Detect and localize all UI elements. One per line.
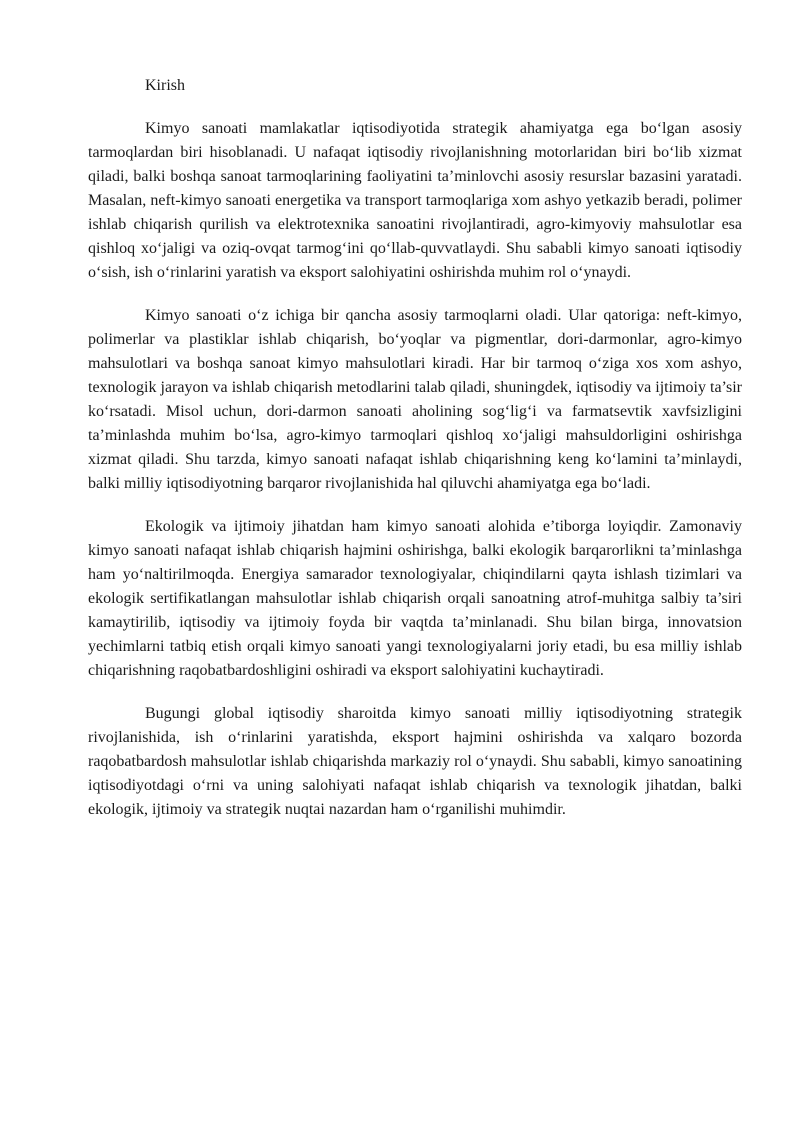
paragraph-1: Kimyo sanoati mamlakatlar iqtisodiyotida strategik ahamiyatga ega bo‘lgan asosiy tarmoqlardan biri hisoblanadi. U nafaqat iqtisodiy rivojlanishning motorlaridan biri bo‘lib xizmat qiladi, balki boshqa sanoat tarmoqlarining faoliyatini ta’minlovchi asosiy resurslar bazasini yaratadi. Masalan, neft-kimyo sanoati energetika va transport tarmoqlariga xom ashyo yetkazib beradi, polimer ishlab chiqarish qurilish va elektrotexnika sanoatini rivojlantiradi, agro-kimyoviy mahsulotlar esa qishloq xo‘jaligi va oziq-ovqat tarmog‘ini qo‘llab-quvvatlaydi. Shu sababli kimyo sanoati iqtisodiy o‘sish, ish o‘rinlarini yaratish va eksport salohiyatini oshirishda muhim rol o‘ynaydi. — [88, 120, 742, 281]
document-body — [88, 74, 742, 841]
paragraph-4: Bugungi global iqtisodiy sharoitda kimyo sanoati milliy iqtisodiyotning strategik rivojlanishida, ish o‘rinlarini yaratishda, eksport hajmini oshirishda va xalqaro bozorda raqobatbardosh mahsulotlar ishlab chiqarishda markaziy rol o‘ynaydi. Shu sababli, kimyo sanoatining iqtisodiyotdagi o‘rni va uning salohiyati nafaqat ishlab chiqarish va texnologik jihatdan, balki ekologik, ijtimoiy va strategik nuqtai nazardan ham o‘rganilishi muhimdir. — [88, 705, 742, 818]
paragraph-3: Ekologik va ijtimoiy jihatdan ham kimyo sanoati alohida e’tiborga loyiqdir. Zamonaviy kimyo sanoati nafaqat ishlab chiqarish hajmini oshirishga, balki ekologik barqarorlikni ta’minlashga ham yo‘naltirilmoqda. Energiya samarador texnologiyalar, chiqindilarni qayta ishlash tizimlari va ekologik sertifikatlangan mahsulotlar ishlab chiqarish orqali sanoatning atrof-muhitga salbiy ta’siri kamaytirilib, iqtisodiy va ijtimoiy foyda bir vaqtda ta’minlanadi. Shu bilan birga, innovatsion yechimlarni tatbiq etish orqali kimyo sanoati yangi texnologiyalarni joriy etadi, bu esa milliy ishlab chiqarishning raqobatbardoshligini oshiradi va eksport salohiyatini kuchaytiradi. — [88, 518, 742, 679]
paragraph-2: Kimyo sanoati o‘z ichiga bir qancha asosiy tarmoqlarni oladi. Ular qatoriga: neft-kimyo, polimerlar va plastiklar ishlab chiqarish, bo‘yoqlar va pigmentlar, dori-darmonlar, agro-kimyo mahsulotlari va boshqa sanoat kimyo mahsulotlari kiradi. Har bir tarmoq o‘ziga xos xom ashyo, texnologik jarayon va ishlab chiqarish metodlarini talab qiladi, shuningdek, iqtisodiy va ijtimoiy ta’sir ko‘rsatadi. Misol uchun, dori-darmon sanoati aholining sog‘lig‘i va farmatsevtik xavfsizligini ta’minlashda muhim bo‘lsa, agro-kimyo tarmoqlari qishloq xo‘jaligi mahsuldorligini oshirishga xizmat qiladi. Shu tarzda, kimyo sanoati nafaqat ishlab chiqarishning keng ko‘lamini ta’minlaydi, balki milliy iqtisodiyotning barqaror rivojlanishida hal qiluvchi ahamiyatga ega bo‘ladi. — [88, 307, 742, 492]
section-heading: Kirish — [145, 77, 185, 94]
